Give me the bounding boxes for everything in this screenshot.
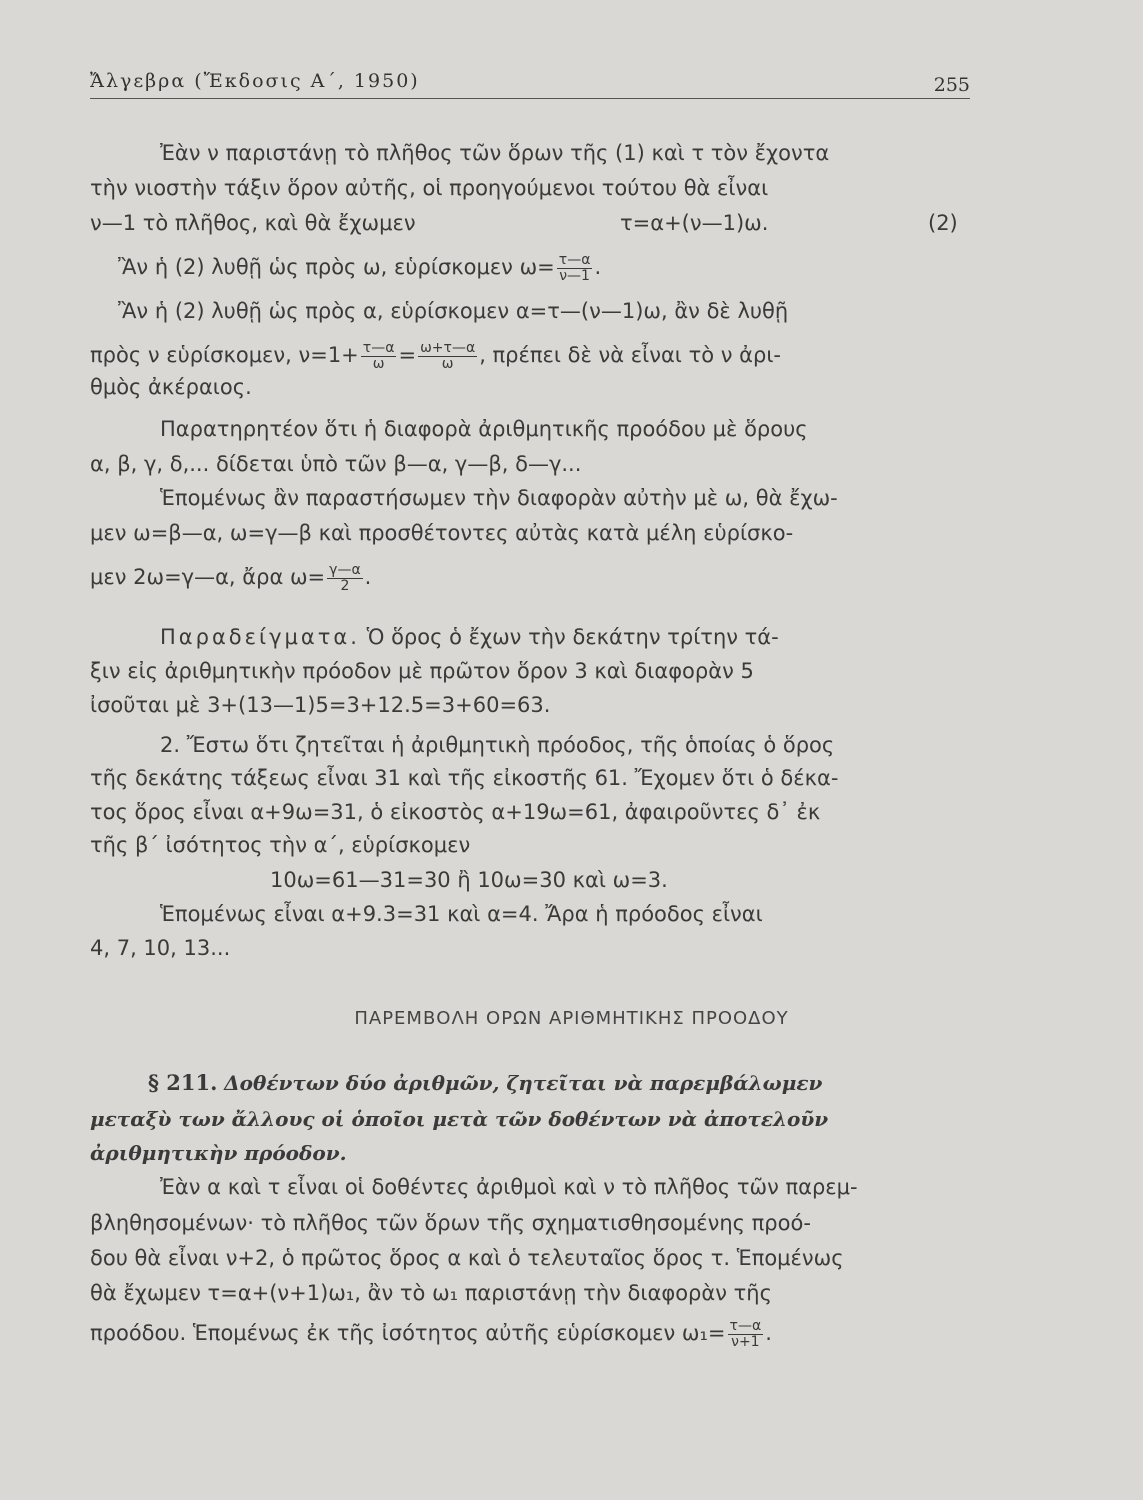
text-line: θὰ ἔχωμεν τ=α+(ν+1)ω₁, ἂν τὸ ω₁ παριστάνῃ τὴν διαφορὰν τῆς [90,1281,772,1305]
text-line: 4, 7, 10, 13... [90,936,231,960]
theorem-text: ἀριθμητικὴν πρόοδον. [90,1141,347,1165]
text-line: θμὸς ἀκέραιος. [90,375,252,399]
fraction-numerator: γ—α [329,561,361,578]
text-line: τῆς δεκάτης τάξεως εἶναι 31 καὶ τῆς εἰκοστῆς 61. Ἔχομεν ὅτι ὁ δέκα- [90,766,839,790]
text-line: τος ὅρος εἶναι α+9ω=31, ὁ εἰκοστὸς α+19ω=61, ἀφαιροῦντες δ᾽ ἐκ [90,800,821,824]
equation-number: (2) [928,211,958,235]
text-segment: Ἂν ἡ (2) λυθῇ ὡς πρὸς ω, εὑρίσκομεν ω= [118,255,555,279]
text-line [118,252,601,284]
fraction-denominator: ν—1 [559,267,590,284]
text-segment: ν—1 τὸ πλῆθος, καὶ θὰ ἔχωμεν [90,211,416,235]
running-title: Ἄλγεβρα (Ἔκδοσις Α΄, 1950) [90,70,420,92]
section-heading: ΠΑΡΕΜΒΟΛΗ ΟΡΩΝ ΑΡΙΘΜΗΤΙΚΗΣ ΠΡΟΟΔΟΥ [354,1008,789,1029]
text-line: Ἐὰν α καὶ τ εἶναι οἱ δοθέντες ἀριθμοὶ καὶ ν τὸ πλῆθος τῶν παρεμ- [160,1175,858,1199]
fraction-denominator: ω [441,355,454,372]
text-segment: . [765,1321,772,1345]
examples-label: Παραδείγματα. [160,625,360,649]
fraction-denominator: 2 [340,577,350,594]
theorem-line [90,1104,828,1134]
text-segment: = [398,343,417,367]
fraction-numerator: τ—α [362,339,395,356]
text-line: ξιν εἰς ἀριθμητικὴν πρόοδον μὲ πρῶτον ὅρον 3 καὶ διαφορὰν 5 [90,659,754,683]
text-line: δου θὰ εἶναι ν+2, ὁ πρῶτος ὅρος α καὶ ὁ τελευταῖος ὅρος τ. Ἑπομένως [90,1246,844,1270]
fraction-denominator: ν+1 [731,1333,760,1350]
text-line: Παρατηρητέον ὅτι ἡ διαφορὰ ἀριθμητικῆς προόδου μὲ ὅρους [160,417,808,441]
text-line: Ἂν ἡ (2) λυθῇ ὡς πρὸς α, εὑρίσκομεν α=τ—(ν—1)ω, ἂν δὲ λυθῇ [118,299,789,323]
section-number: § 211. [148,1070,218,1095]
text-line [90,562,371,594]
text-line: βληθησομένων· τὸ πλῆθος τῶν ὅρων τῆς σχηματισθησομένης προό- [90,1211,811,1235]
text-segment: , πρέπει δὲ νὰ εἶναι τὸ ν ἀρι- [479,343,782,367]
text-line: Ἑπομένως ἂν παραστήσωμεν τὴν διαφορὰν αὐτὴν μὲ ω, θὰ ἔχω- [160,486,838,510]
fraction [327,563,363,594]
fraction-numerator: τ—α [558,251,591,268]
theorem-line [148,1068,822,1098]
fraction-denominator: ω [372,355,385,372]
fraction-numerator: ω+τ—α [420,339,476,356]
equation: τ=α+(ν—1)ω. [620,211,769,235]
text-line: Ἑπομένως εἶναι α+9.3=31 καὶ α=4. Ἄρα ἡ πρόοδος εἶναι [160,902,763,926]
text-line: 2. Ἔστω ὅτι ζητεῖται ἡ ἀριθμητικὴ πρόοδος, τῆς ὁποίας ὁ ὅρος [160,733,835,757]
fraction [418,341,477,372]
text-line: τῆς β΄ ἰσότητος τὴν α΄, εὑρίσκομεν [90,833,471,857]
text-line [90,208,416,238]
text-line: μεν ω=β—α, ω=γ—β καὶ προσθέτοντες αὐτὰς κατὰ μέλη εὑρίσκο- [90,521,794,545]
text-segment: . [594,255,602,279]
text-line: α, β, γ, δ,... δίδεται ὑπὸ τῶν β—α, γ—β, δ—γ... [90,452,582,476]
text-segment: Ὁ ὅρος ὁ ἔχων τὴν δεκάτην τρίτην τά- [359,625,779,649]
text-segment: . [364,565,372,589]
theorem-text: Δοθέντων δύο ἀριθμῶν, ζητεῖται νὰ παρεμβάλωμεν [224,1071,823,1095]
text-segment: πρὸς ν εὑρίσκομεν, ν=1+ [90,343,359,367]
text-segment: προόδου. Ἑπομένως ἐκ τῆς ἰσότητος αὐτῆς εὑρίσκομεν ω₁= [90,1321,726,1345]
equation: 10ω=61—31=30 ἢ 10ω=30 καὶ ω=3. [270,868,668,892]
fraction [361,341,397,372]
fraction-numerator: τ—α [729,1317,762,1334]
text-line: ἰσοῦται μὲ 3+(13—1)5=3+12.5=3+60=63. [90,693,551,717]
text-line [90,340,781,372]
page-number: 255 [933,74,970,96]
text-line: τὴν νιοστὴν τάξιν ὅρον αὐτῆς, οἱ προηγούμενοι τούτου θὰ εἶναι [90,176,769,200]
text-line [90,1318,772,1350]
text-line [160,622,779,652]
theorem-text: μεταξὺ των ἄλλους οἱ ὁποῖοι μετὰ τῶν δοθέντων νὰ ἀποτελοῦν [90,1107,829,1131]
text-segment: μεν 2ω=γ—α, ἄρα ω= [90,565,326,589]
fraction [728,1319,764,1350]
theorem-line [90,1138,347,1168]
fraction [557,253,593,284]
running-header [90,70,970,99]
text-line: Ἐὰν ν παριστάνῃ τὸ πλῆθος τῶν ὅρων τῆς (1) καὶ τ τὸν ἔχοντα [160,141,830,165]
